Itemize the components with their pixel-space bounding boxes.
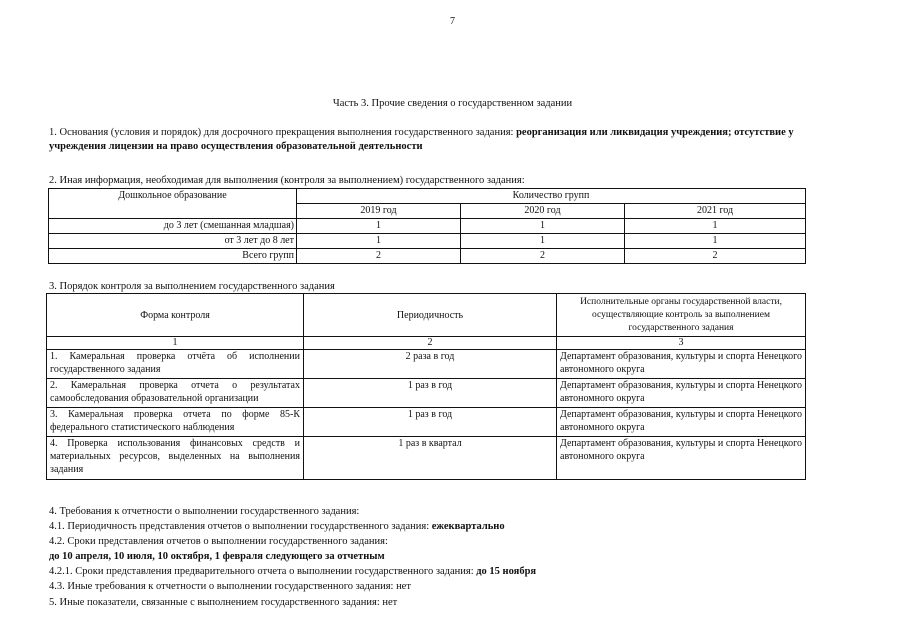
item-4-3: 4.3. Иные требования к отчетности о выполнении государственного задания: нет [49, 581, 411, 592]
table-header-cell: Форма контроля [47, 294, 304, 337]
table-cell: 1 [297, 234, 461, 249]
table-cell: 2 [625, 249, 806, 264]
table-header-row [49, 189, 806, 204]
section-5: 5. Иные показатели, связанные с выполнением государственного задания: нет [49, 597, 398, 608]
section-4-heading: 4. Требования к отчетности о выполнении государственного задания: [49, 506, 360, 517]
table-cell: 1. Камеральная проверка отчёта об исполнении государственного задания [47, 350, 304, 379]
table-row [47, 350, 806, 379]
table-header-cell: Исполнительные органы государственной власти, осуществляющие контроль за выполнением государственного задания [557, 294, 806, 337]
table-cell: 2 [297, 249, 461, 264]
item-4-2-1 [49, 565, 536, 578]
table-cell: 2 [461, 249, 625, 264]
table-number-row [47, 337, 806, 350]
table-cell: 2. Камеральная проверка отчета о результатах самообследования образовательной организации [47, 379, 304, 408]
table-row [47, 437, 806, 480]
table-cell: 1 раз в квартал [304, 437, 557, 480]
table-cell: 2 [304, 337, 557, 350]
item-4-1 [49, 520, 505, 533]
item-4-1-label: 4.1. Периодичность представления отчетов о выполнении государственного задания: [49, 521, 432, 532]
part-title: Часть 3. Прочие сведения о государственном задании [332, 98, 573, 109]
table-header-cell: 2021 год [625, 204, 806, 219]
item-4-2-1-value: до 15 ноября [476, 566, 537, 577]
section-2-heading: 2. Иная информация, необходимая для выполнения (контроля за выполнением) государственного задания: [49, 175, 525, 186]
table-cell: 1 [625, 219, 806, 234]
section-1-label: 1. Основания (условия и порядок) для досрочного прекращения выполнения государственного задания: [49, 127, 517, 138]
control-table [46, 293, 806, 480]
table-cell: 1 [625, 234, 806, 249]
item-4-2-1-label: 4.2.1. Сроки представления предварительного отчета о выполнении государственного задания: [49, 566, 477, 577]
table-row [49, 249, 806, 264]
table-header-row [47, 294, 806, 337]
table-row [49, 219, 806, 234]
table-cell: 1 раз в год [304, 379, 557, 408]
table-cell: Департамент образования, культуры и спорта Ненецкого автономного округа [557, 408, 806, 437]
item-4-2-label: 4.2. Сроки представления отчетов о выполнении государственного задания: [49, 536, 388, 547]
table-cell: до 3 лет (смешанная младшая) [49, 219, 297, 234]
groups-table [48, 188, 806, 264]
section-3-heading: 3. Порядок контроля за выполнением государственного задания [49, 281, 335, 292]
section-1-text [49, 126, 819, 154]
table-cell: 1 [461, 234, 625, 249]
table-row [49, 234, 806, 249]
table-cell: Департамент образования, культуры и спорта Ненецкого автономного округа [557, 379, 806, 408]
table-header-cell: Количество групп [297, 189, 806, 204]
table-row [47, 408, 806, 437]
item-4-2-value: до 10 апреля, 10 июля, 10 октября, 1 февраля следующего за отчетным [49, 551, 385, 562]
table-header-cell: Периодичность [304, 294, 557, 337]
section-1-value: реорганизация или ликвидация учреждения; отсутствие у учреждения лицензии на право осуществления образовательной деятельности [49, 127, 794, 152]
item-4-1-value: ежеквартально [431, 521, 505, 532]
table-cell: 3 [557, 337, 806, 350]
table-cell: Департамент образования, культуры и спорта Ненецкого автономного округа [557, 350, 806, 379]
table-cell: 1 [461, 219, 625, 234]
table-cell: 1 [47, 337, 304, 350]
table-header-cell: 2019 год [297, 204, 461, 219]
table-header-cell: 2020 год [461, 204, 625, 219]
table-cell: 1 раз в год [304, 408, 557, 437]
page-number: 7 [450, 16, 455, 27]
table-cell: Всего групп [49, 249, 297, 264]
table-cell: Департамент образования, культуры и спорта Ненецкого автономного округа [557, 437, 806, 480]
table-cell: 2 раза в год [304, 350, 557, 379]
table-cell: от 3 лет до 8 лет [49, 234, 297, 249]
table-cell: 3. Камеральная проверка отчета по форме 85-К федерального статистического наблюдения [47, 408, 304, 437]
table-row [47, 379, 806, 408]
table-cell: 4. Проверка использования финансовых средств и материальных ресурсов, выделенных на выполнения задания [47, 437, 304, 480]
table-header-cell: Дошкольное образование [49, 189, 297, 219]
table-cell: 1 [297, 219, 461, 234]
